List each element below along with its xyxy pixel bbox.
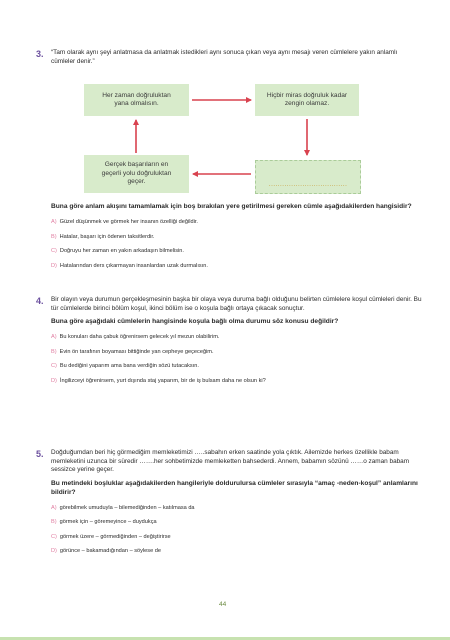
option-text: Bu dediğini yaparım ama bana verdiğin sözü tutacaksın. [59,363,199,370]
box-top-left [84,84,189,116]
option-letter: C) [51,363,57,370]
box-bottom-right-blank [255,160,361,194]
question-3-body [37,203,422,270]
option-text: görmek için – göremeyince – duydukça [59,519,157,526]
option-b[interactable] [51,519,422,526]
option-text: İngilizceyi öğrenirsem, yurt dışında staj yaparım, bir de iş bulsam daha ne olsun ki? [59,377,266,384]
option-letter: B) [51,519,57,526]
option-b[interactable] [51,234,422,241]
option-c[interactable] [51,248,422,255]
question-prompt: Bu metindeki boşluklar aşağıdakilerden hangileriyle doldurulursa cümleler sırasıyla “amaç -neden-koşul” anlamlarını bildirir? [51,479,418,496]
option-letter: A) [51,219,57,226]
option-letter: A) [51,334,57,341]
option-text: Hatalarından ders çıkarmayan insanlardan uzak durmalısın. [59,262,208,269]
question-4 [37,296,422,385]
question-prompt: Buna göre anlam akışını tamamlamak için boş bırakılan yere getirilmesi gereken cümle aşağıdakilerden hangisidir? [51,203,412,210]
option-text: Bu konuları daha çabuk öğrenirsem gelecek yıl mezun olabilirim. [59,334,220,341]
option-letter: B) [51,348,57,355]
option-c[interactable] [51,363,422,370]
option-text: Doğruyu her zaman en yakın arkadaşın bilmelisin. [59,248,184,255]
option-letter: A) [51,504,57,511]
box-line: Hiçbir miras doğruluk kadar [266,91,348,99]
box-line: geçer. [127,178,146,186]
option-letter: D) [51,262,57,269]
option-c[interactable] [51,534,422,541]
option-text: Evin ön tarafının boyaması bittiğinde yan cepheye geçeceğim. [59,348,214,355]
question-3 [37,49,422,66]
question-text: “Tam olarak aynı şeyi anlatmasa da anlatmak istedikleri aynı sonuca çıkan veya aynı mesajı veren cümlelere yakın anlamlı cümleler denir.” [51,49,398,65]
box-line: yana olmalısın. [114,100,159,107]
question-5 [37,449,422,555]
page-number: 44 [219,601,227,608]
option-a[interactable] [51,219,422,226]
blank-dots: ................................... [268,180,348,188]
option-letter: D) [51,548,57,555]
box-line: Her zaman doğruluktan [102,91,171,99]
question-text: Bir olayın veya durumun gerçekleşmesinin başka bir olaya veya duruma bağlı olduğunu belirten cümlelere koşul cümleleri denir. Bu tür cümlelerde birinci bölüm koşul, ikinci bölüm ise o koşula bağlı ortaya çıkacak sonuçtur. [51,296,422,312]
option-d[interactable] [51,263,422,270]
option-a[interactable] [51,334,422,341]
question-number: 3. [36,49,44,59]
option-text: görebilmek umuduyla – bilemediğinden – katılmasa da [59,504,195,511]
option-letter: C) [51,248,57,255]
option-d[interactable] [51,378,422,385]
question-number: 4. [36,296,44,306]
box-line: zengin olamaz. [284,100,330,107]
option-letter: C) [51,533,57,540]
option-text: Güzel düşünmek ve görmek her insanın özelliği değildir. [59,219,198,226]
box-bottom-left [84,155,189,193]
option-letter: D) [51,377,57,384]
option-a[interactable] [51,505,422,512]
option-text: görmek üzere – görmediğinden – değiştirirse [59,533,171,540]
question-number: 5. [36,449,44,459]
box-line: geçerli yolu doğruluktan [101,169,172,177]
box-line: Gerçek başarıların en [104,161,169,169]
option-text: görünce – bakamadığından – söylese de [59,548,161,555]
question-prompt: Buna göre aşağıdaki cümlelerin hangisinde koşula bağlı olma durumu söz konusu değildir? [51,318,339,326]
question-text: Doğduğumdan beri hiç görmediğim memleketimizi …..sabahın erken saatinde yola çıktık. Ailemizde herkes özellikle babam memleketini uzunca bir süredir …….her sohbetimizde memleketten bahsederdi. Annem, babamın sözünü ……o zaman babam sessizce yerine geçer. [51,449,410,474]
option-d[interactable] [51,548,422,555]
option-b[interactable] [51,349,422,356]
box-top-right [255,84,359,116]
option-text: Hatalar, başarı için ödenen taksitlerdir. [59,233,155,240]
option-letter: B) [51,233,57,240]
